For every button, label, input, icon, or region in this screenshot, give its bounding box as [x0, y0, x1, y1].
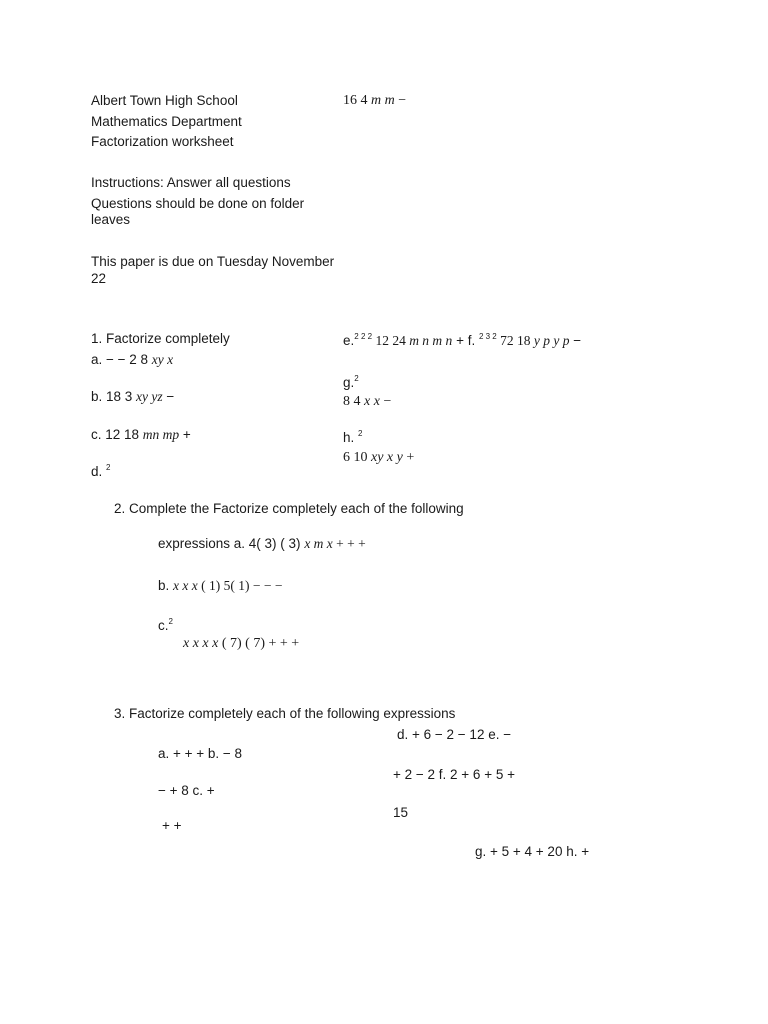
q3-line-g-h: g. + 5 + 4 + 20 h. + — [475, 844, 590, 859]
q1-heading: 1. Factorize completely — [91, 331, 230, 346]
q3-heading: 3. Factorize completely each of the following expressions — [114, 706, 456, 721]
department-name: Mathematics Department — [91, 114, 242, 129]
q1-item-g-expression: 8 4 x x − — [343, 394, 392, 409]
q3-line-f: + 2 − 2 f. 2 + 6 + 5 + — [393, 767, 515, 782]
q3-line-d-e: d. + 6 − 2 − 12 e. − — [397, 727, 512, 742]
q1-item-h-expression: 6 10 xy x y + — [343, 450, 415, 465]
q2-item-c-label: c.$^2$ — [158, 617, 173, 633]
school-name: Albert Town High School — [91, 93, 238, 108]
q3-line-plus: + + — [162, 818, 182, 833]
q1-item-g-label: g.$^2$ — [343, 374, 359, 390]
q2-item-b: b. x x x ( 1) 5( 1) − − − — [158, 578, 283, 593]
top-expression: 16 4 m m − — [343, 93, 407, 108]
q2-item-c-expression: x x x x ( 7) ( 7) + + + — [183, 636, 300, 651]
q1-item-c: c. 12 18 mn mp + — [91, 427, 191, 442]
q3-line-15: 15 — [393, 805, 409, 820]
instructions-line: leaves — [91, 212, 131, 227]
due-date-line: This paper is due on Tuesday November — [91, 254, 335, 269]
q1-item-d: d. $^2$ — [91, 463, 111, 479]
q2-heading: 2. Complete the Factorize completely each of the following — [114, 501, 464, 516]
q1-item-a: a. − − 2 8 xy x — [91, 352, 174, 367]
instructions-line: Questions should be done on folder — [91, 196, 305, 211]
due-date-line: 22 — [91, 271, 107, 286]
worksheet-title: Factorization worksheet — [91, 134, 234, 149]
q2-item-a: expressions a. 4( 3) ( 3) x m x + + + — [158, 536, 366, 551]
q1-item-h-label: h. $^2$ — [343, 429, 363, 445]
q1-item-e-f: e.$^{2 2 2}$ 12 24 m n m n + f. $^{2 3 2}$ 72 18 y p y p − — [343, 332, 582, 348]
q1-item-b: b. 18 3 xy yz − — [91, 389, 175, 404]
instructions-line: Instructions: Answer all questions — [91, 175, 291, 190]
q3-line-c: − + 8 c. + — [158, 783, 215, 798]
q3-line-a-b: a. + + + b. − 8 — [158, 746, 243, 761]
